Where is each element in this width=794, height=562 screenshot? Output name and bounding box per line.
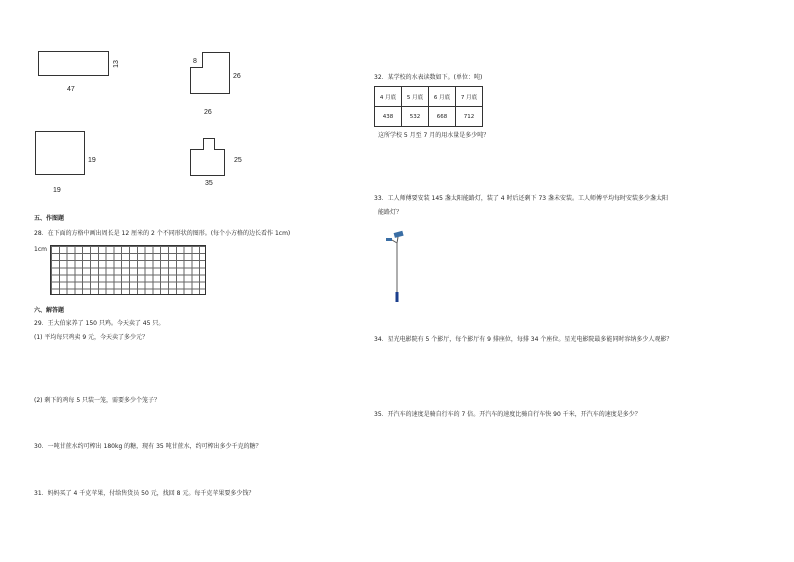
- question-29-part-1: (1) 平均每只鸡卖 9 元，今天卖了多少元？: [34, 334, 149, 341]
- table-header-cell: 6 月底: [429, 87, 456, 107]
- table-cell: 668: [429, 107, 456, 127]
- water-meter-table: [374, 86, 483, 127]
- table-header-cell: 7 月底: [456, 87, 483, 107]
- question-34: 34．星光电影院有 5 个影厅，每个影厅有 9 排座位，每排 34 个座位。星光电影院最多能同时容纳多少人观影？: [374, 336, 673, 343]
- table-header-cell: 5 月底: [402, 87, 429, 107]
- drawing-grid[interactable]: [50, 245, 206, 295]
- notched-shape-width-label: 35: [205, 180, 213, 187]
- rectangle-width-label: 47: [67, 86, 75, 93]
- solar-street-light-image: [384, 230, 410, 306]
- question-28: 28．在下面的方格中画出周长是 12 厘米的 2 个不同形状的图形。(每个小方格的边长看作 1cm): [34, 230, 291, 237]
- grid-unit-label: 1cm: [34, 246, 47, 253]
- square-figure: [35, 131, 85, 175]
- square-side-label-bottom: 19: [53, 187, 61, 194]
- question-29: 29．王大伯家养了 150 只鸡。今天卖了 45 只。: [34, 320, 165, 327]
- section-5-title: 五、作图题: [34, 215, 65, 222]
- question-35: 35．开汽车的速度是骑自行车的 7 倍。开汽车的速度比骑自行车快 90 千米，开汽车的速度是多少？: [374, 411, 641, 418]
- table-cell: 438: [375, 107, 402, 127]
- rectangle-height-label: 13: [112, 60, 120, 68]
- square-side-label-right: 19: [88, 157, 96, 164]
- question-29-part-2: (2) 剩下的鸡每 5 只装一笼，需要多少个笼子？: [34, 397, 161, 404]
- section-6-title: 六、解答题: [34, 307, 65, 314]
- table-row: [375, 107, 483, 127]
- table-cell: 712: [456, 107, 483, 127]
- notched-shape-height-label: 25: [234, 157, 242, 164]
- l-shape-height-label: 26: [233, 73, 241, 80]
- rectangle-figure: [38, 51, 109, 76]
- l-shape-width-label: 26: [204, 109, 212, 116]
- question-31: 31．妈妈买了 4 千克苹果，付给售货员 50 元，找回 8 元。每千克苹果要多少钱？: [34, 490, 255, 497]
- question-33-line-2: 能路灯？: [378, 209, 403, 216]
- notched-shape-figure: [190, 138, 230, 176]
- table-header-row: [375, 87, 483, 107]
- table-header-cell: 4 月底: [375, 87, 402, 107]
- question-33-line-1: 33．工人师傅要安装 145 盏太阳能路灯，装了 4 时后还剩下 73 盏未安装。工人师傅平均每时安装多少盏太阳: [374, 195, 668, 202]
- table-cell: 532: [402, 107, 429, 127]
- l-shape-notch-label: 8: [193, 58, 197, 65]
- question-32: 32．某学校的水表读数如下。(单位：吨): [374, 74, 483, 81]
- question-32-ask: 这所学校 5 月至 7 月的用水量是多少吨？: [378, 132, 490, 139]
- question-30: 30．一吨甘蔗水约可榨出 180kg 的糖，现有 35 吨甘蔗水，约可榨出多少千克的糖？: [34, 443, 262, 450]
